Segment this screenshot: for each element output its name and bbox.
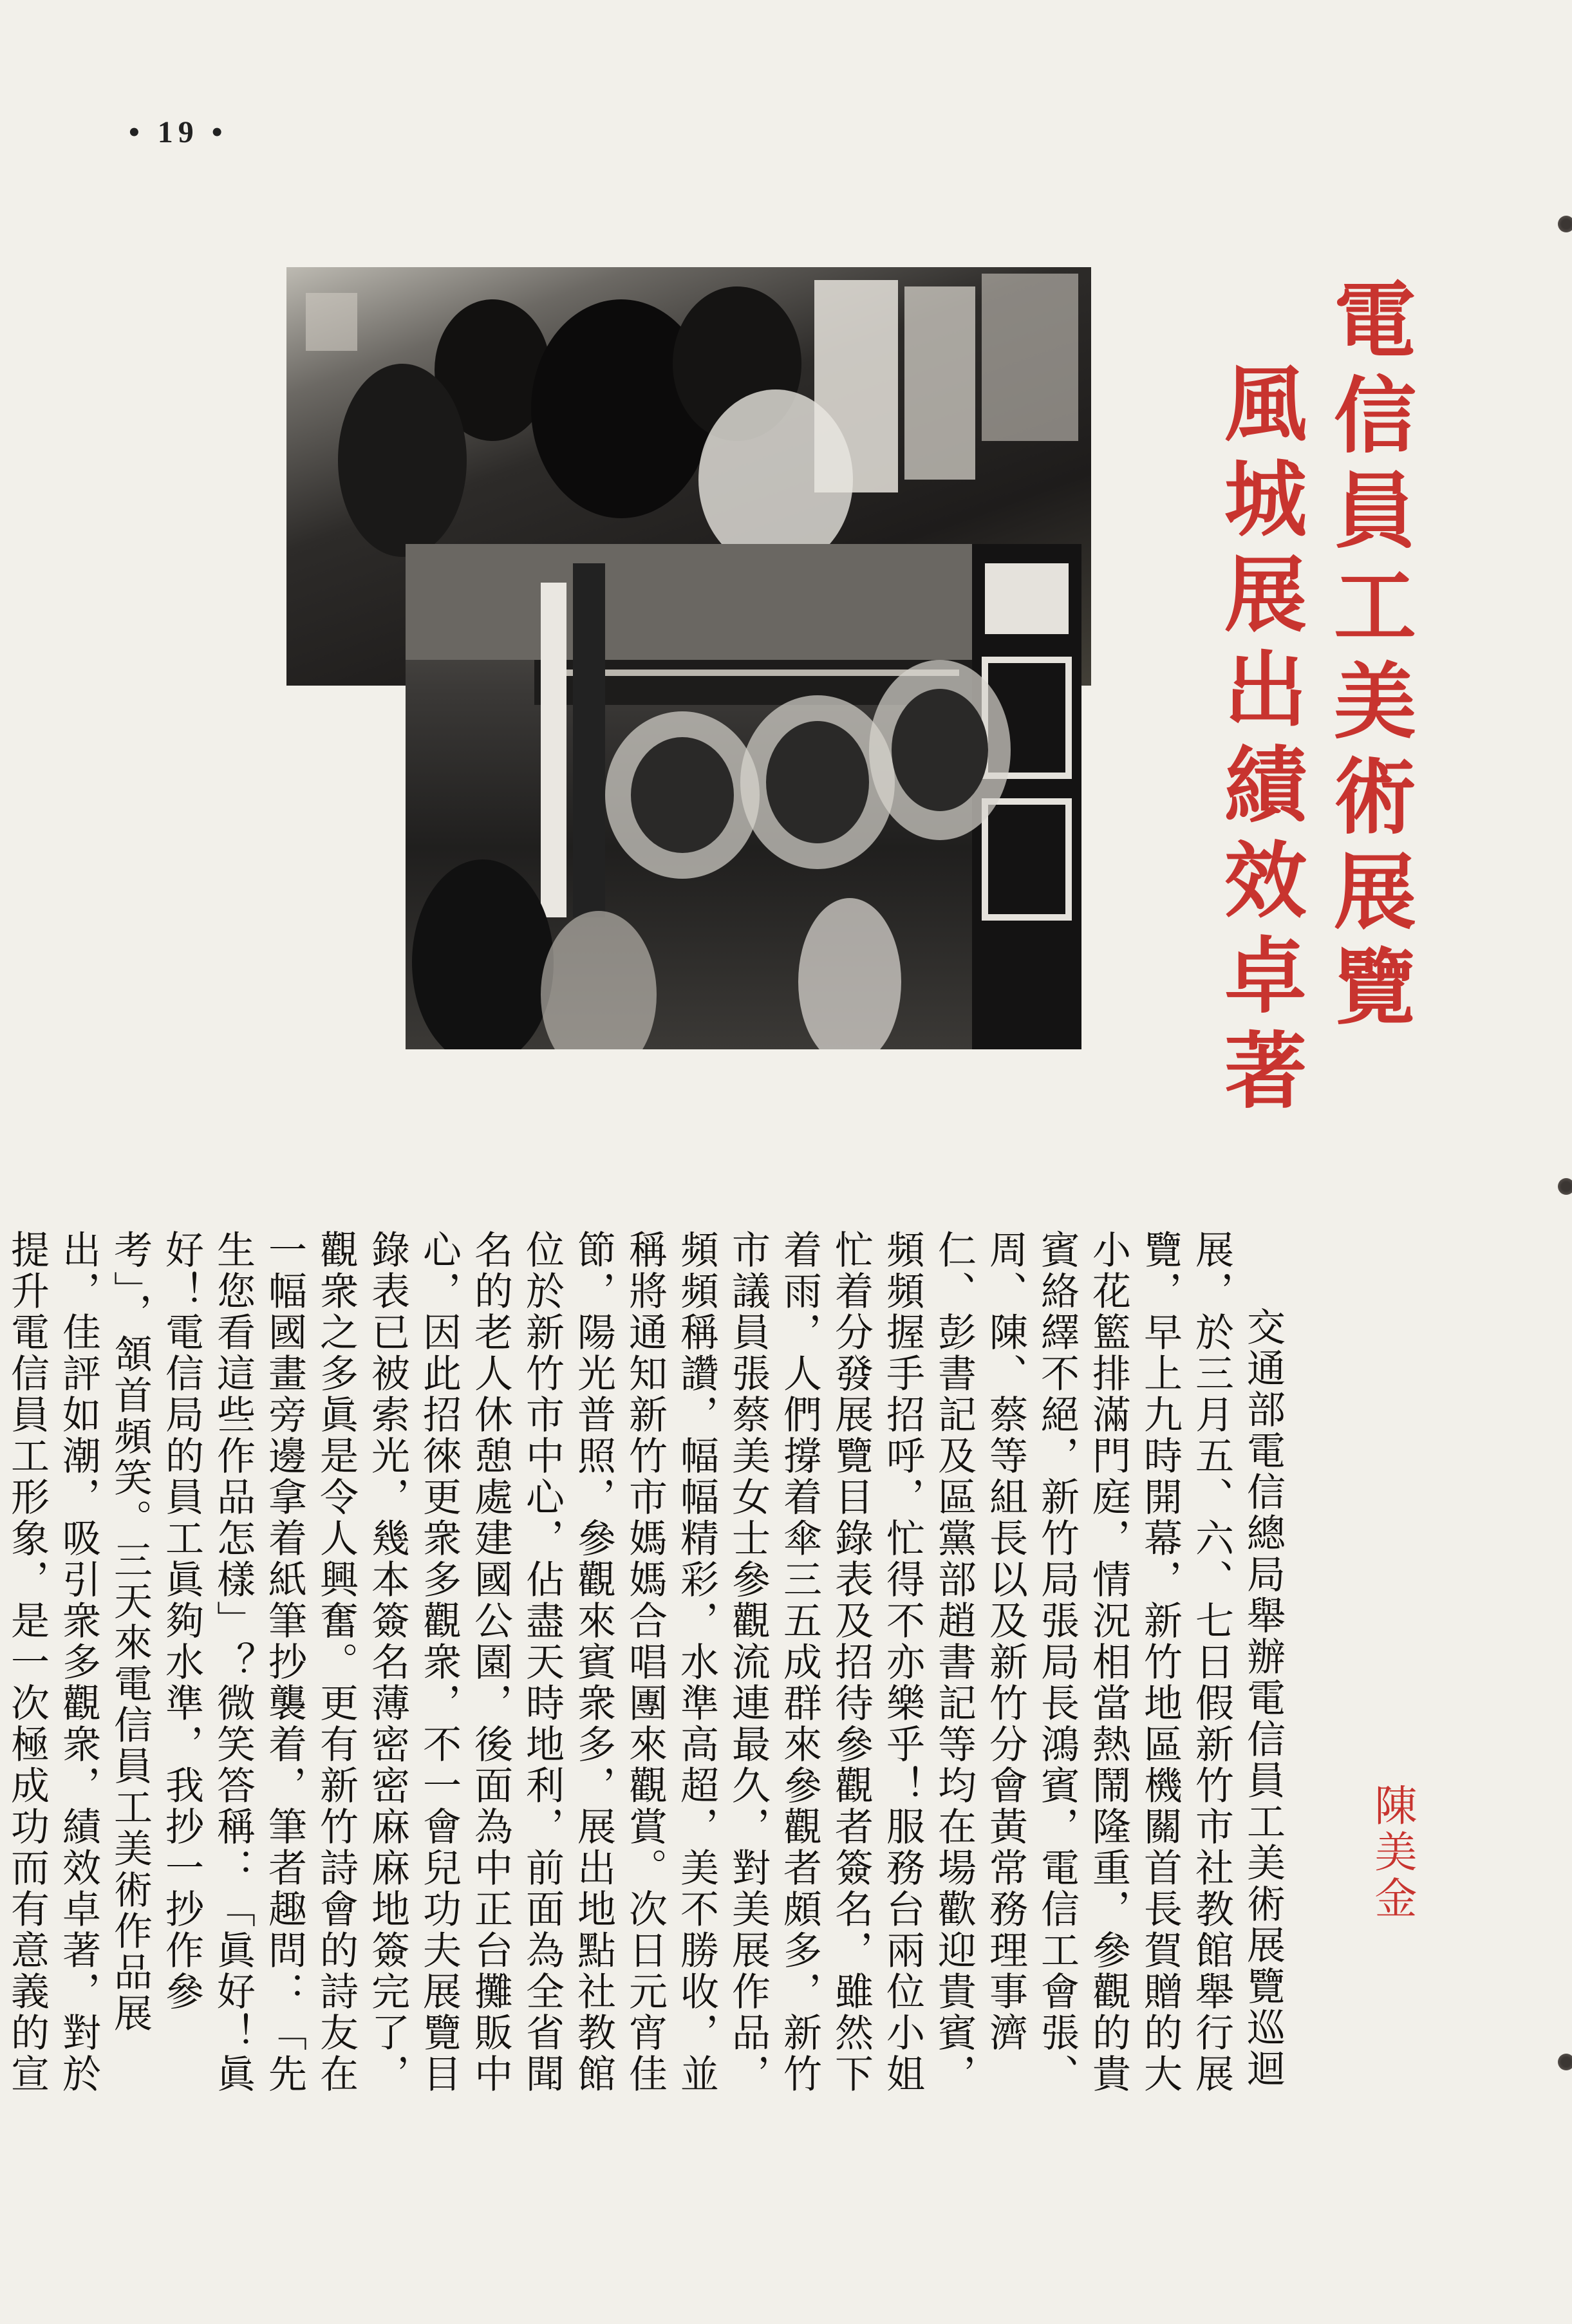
punch-hole [1558, 2054, 1572, 2070]
punch-hole [1558, 1178, 1572, 1195]
page-number: • 19 • [129, 115, 228, 149]
article-body: 交通部電信總局舉辦電信員工美術展覽巡迴展，於三月五、六、七日假新竹市社教館舉行展覽，早上九時開幕，新竹地區機關首長賀贈的大小花籃排滿門庭，情況相當熱鬧隆重，參觀的貴賓絡繹不絕，新竹局張局長鴻賓，電信工會張、周、陳、蔡等組長以及新竹分會黃常務理事濟仁、彭書記及區黨部趙書記等均在場歡迎貴賓，頻頻握手招呼，忙得不亦樂乎！服務台兩位小姐忙着分發展覽目錄表及招待參觀者簽名，雖然下着雨，人們撐着傘三五成群來參觀者頗多，新竹市議員張蔡美女士參觀流連最久，對美展作品，頻頻稱讚，幅幅精彩，水準高超，美不勝收，並稱將通知新竹市媽媽合唱團來觀賞。次日元宵佳節，陽光普照，參觀來賓衆多，展出地點社教館位於新竹市中心，佔盡天時地利，前面為全省聞名的老人休憩處建國公園，後面為中正台攤販中心，因此招徠更衆多觀衆，不一會兒功夫展覽目錄表已被索光，幾本簽名薄密密麻麻地簽完了，觀衆之多眞是令人興奮。更有新竹詩會的詩友在一幅國畫旁邊拿着紙筆抄襲着，筆者趣問：「先生您看這些作品怎樣」？微笑答稱：「眞好！眞好！電信局的員工眞夠水準，我抄一抄作參考」，頷首頻笑。三天來電信員工美術作品展出，佳評如潮，吸引衆多觀衆，績效卓著，對於提升電信員工形象，是一次極成功而有意義的宣 [5, 1230, 1286, 2095]
exhibition-photo-entrance [406, 544, 1081, 1049]
article-title-line-2: 風城展出績效卓著 [1210, 361, 1307, 1123]
punch-hole [1558, 216, 1572, 232]
article-title-line-1: 電信員工美術展覽 [1320, 277, 1416, 1039]
entrance-scene [406, 544, 1081, 1049]
article-author: 陳美金 [1367, 1783, 1417, 1922]
